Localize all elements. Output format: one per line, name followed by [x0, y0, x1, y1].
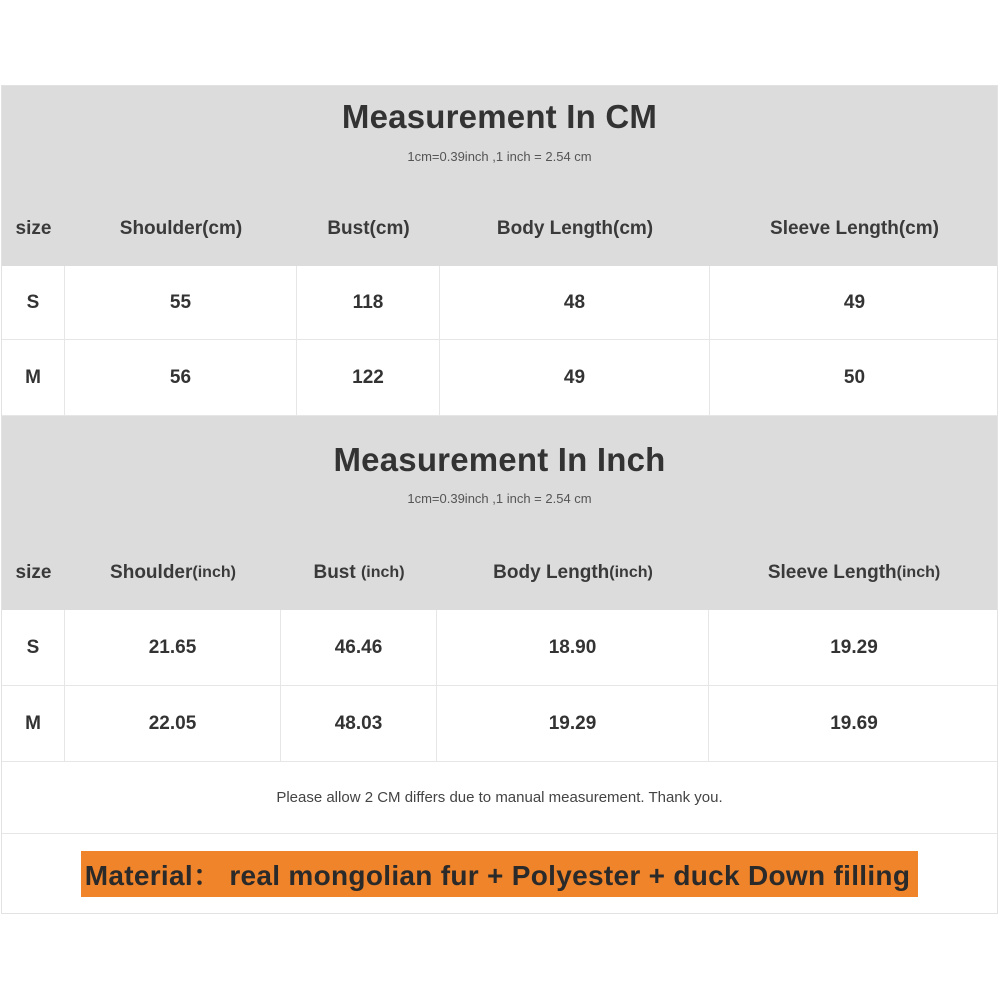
- size-cell: M: [2, 340, 65, 415]
- body-length-cell: 18.90: [437, 610, 709, 685]
- sleeve-length-cell: 49: [843, 291, 866, 313]
- shoulder-cell: 22.05: [65, 686, 281, 761]
- shoulder-cell: 56: [65, 340, 297, 415]
- table-row: [2, 266, 997, 340]
- shoulder-cell: 21.65: [65, 610, 281, 685]
- inch-header-sleeve-length-unit: (inch): [896, 564, 941, 581]
- inch-header-size: [2, 536, 65, 610]
- shoulder-cell: 55: [65, 266, 297, 339]
- material-row: [2, 834, 997, 914]
- inch-header-shoulder-unit: (inch): [192, 564, 236, 581]
- sleeve-length-cell: 50: [843, 366, 866, 388]
- bust-cell: 48.03: [281, 686, 437, 761]
- body-length-cell: 19.29: [437, 686, 709, 761]
- table-row: [2, 610, 997, 686]
- bust-cell: 46.46: [281, 610, 437, 685]
- inch-header-sleeve-length-label: Sleeve Length: [767, 562, 897, 583]
- cm-header-body-length: Body Length(cm): [496, 218, 654, 239]
- bust-cell: 118: [297, 266, 440, 339]
- cm-header-size: size: [15, 218, 52, 239]
- inch-header-shoulder-label: Shoulder: [110, 562, 193, 583]
- cm-header-shoulder: Shoulder(cm): [119, 218, 243, 239]
- material-label: Material： real mongolian fur + Polyester + duck Down filling: [81, 851, 919, 897]
- size-cell: S: [2, 610, 65, 685]
- bust-cell: 122: [297, 340, 440, 415]
- inch-header-sleeve-length: [709, 536, 999, 610]
- sleeve-length-cell: 19.69: [830, 712, 878, 734]
- inch-header-body-length-label: Body Length: [493, 562, 610, 583]
- inch-table-subtitle: 1cm=0.39inch ,1 inch = 2.54 cm: [407, 491, 592, 506]
- measurement-note: Please allow 2 CM differs due to manual measurement. Thank you.: [2, 762, 997, 834]
- sleeve-length-cell: 19.29: [830, 636, 878, 658]
- size-cell: S: [2, 266, 65, 339]
- body-length-cell: 48: [440, 266, 710, 339]
- table-row: [2, 340, 997, 416]
- inch-header-shoulder: [65, 536, 281, 610]
- size-chart: [1, 85, 998, 914]
- body-length-cell: 49: [440, 340, 710, 415]
- inch-header-bust-label: Bust: [313, 562, 361, 583]
- cm-header-band: [2, 86, 997, 266]
- inch-header-band: [2, 416, 997, 610]
- inch-header-bust: [281, 536, 437, 610]
- inch-header-body-length: [437, 536, 709, 610]
- inch-header-size-label: size: [15, 562, 52, 583]
- inch-table-title: Measurement In Inch: [333, 441, 666, 478]
- cm-table-subtitle: 1cm=0.39inch ,1 inch = 2.54 cm: [407, 149, 592, 164]
- table-row: [2, 686, 997, 762]
- cm-header-sleeve-length: Sleeve Length(cm): [770, 218, 939, 239]
- inch-header-bust-unit: (inch): [360, 564, 405, 581]
- size-cell: M: [2, 686, 65, 761]
- inch-header-body-length-unit: (inch): [609, 564, 653, 581]
- cm-header-bust: Bust(cm): [327, 218, 410, 239]
- cm-table-title: Measurement In CM: [341, 98, 658, 135]
